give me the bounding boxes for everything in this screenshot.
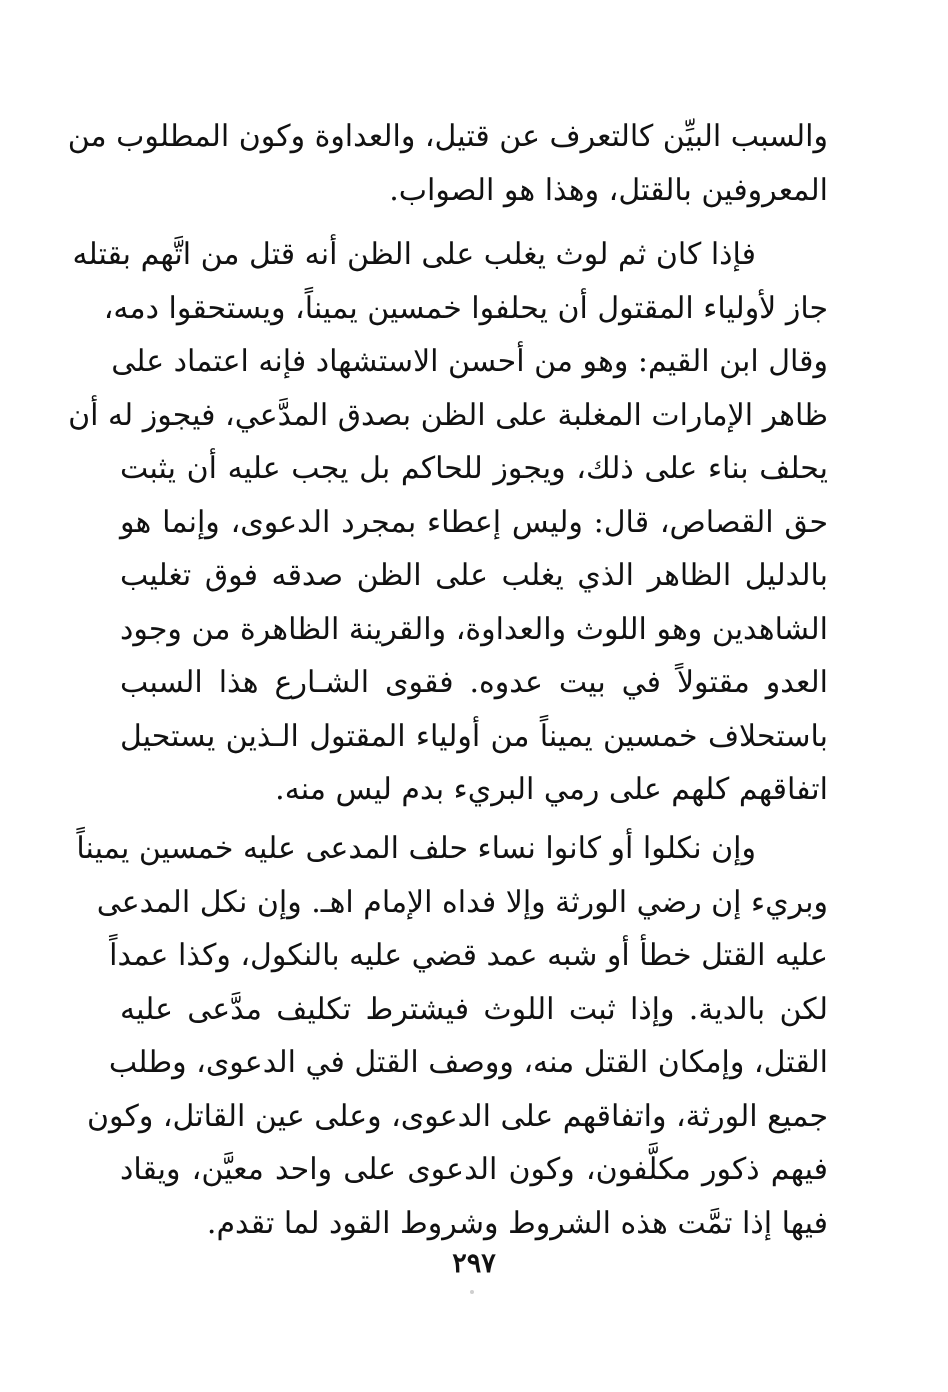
text-line: فيها إذا تمَّت هذه الشروط وشروط القود لما تقدم. (206, 1205, 828, 1241)
text-line: الشاهدين وهو اللوث والعداوة، والقرينة الظاهرة من وجود (120, 611, 828, 647)
text-line: يحلف بناء على ذلك، ويجوز للحاكم بل يجب عليه أن يثبت (120, 451, 828, 486)
page-mark (470, 1290, 474, 1294)
page-number: ٢٩٧ (452, 1248, 496, 1279)
paragraph-2 (68, 228, 828, 817)
paragraph-3 (76, 822, 828, 1250)
text-line: باستحلاف خمسين يميناً من أولياء المقتول الـذين يستحيل (120, 718, 828, 754)
text-line: وقال ابن القيم: وهو من أحسن الاستشهاد فإنه اعتماد على (111, 344, 828, 379)
text-line: عليه القتل خطأ أو شبه عمد قضي عليه بالنكول، وكذا عمداً (109, 938, 828, 973)
text-line: لكن بالدية. وإذا ثبت اللوث فيشترط تكليف مدَّعى عليه (120, 991, 828, 1027)
text-line: والسبب البيِّن كالتعرف عن قتيل، والعداوة وكون المطلوب من (67, 119, 828, 154)
text-line: وبريء إن رضي الورثة وإلا فداه الإمام اهـ. وإن نكل المدعى (96, 884, 828, 920)
paragraph-1 (67, 110, 828, 217)
text-line: وإن نكلوا أو كانوا نساء حلف المدعى عليه خمسين يميناً (76, 831, 756, 866)
text-line: فإذا كان ثم لوث يغلب على الظن أنه قتل من اتَّهم بقتله (72, 237, 756, 272)
text-line: القتل، وإمكان القتل منه، ووصف القتل في الدعوى، وطلب (108, 1045, 828, 1080)
text-line: بالدليل الظاهر الذي يغلب على الظن صدقه فوق تغليب (120, 558, 828, 593)
text-line: المعروفين بالقتل، وهذا هو الصواب. (389, 172, 828, 208)
text-line: ظاهر الإمارات المغلبة على الظن بصدق المدَّعي، فيجوز له أن (68, 397, 828, 433)
text-line: حق القصاص، قال: وليس إعطاء بمجرد الدعوى، وإنما هو (120, 504, 828, 540)
text-line: العدو مقتولاً في بيت عدوه. فقوى الشـارع هذا السبب (120, 665, 828, 700)
text-line: اتفاقهم كلهم على رمي البريء بدم ليس منه. (275, 772, 828, 807)
text-line: جميع الورثة، واتفاقهم على الدعوى، وعلى عين القاتل، وكون (87, 1098, 828, 1134)
text-line: فيهم ذكور مكلَّفون، وكون الدعوى على واحد معيَّن، ويقاد (120, 1152, 828, 1187)
text-line: جاز لأولياء المقتول أن يحلفوا خمسين يميناً، ويستحقوا دمه، (103, 290, 828, 326)
